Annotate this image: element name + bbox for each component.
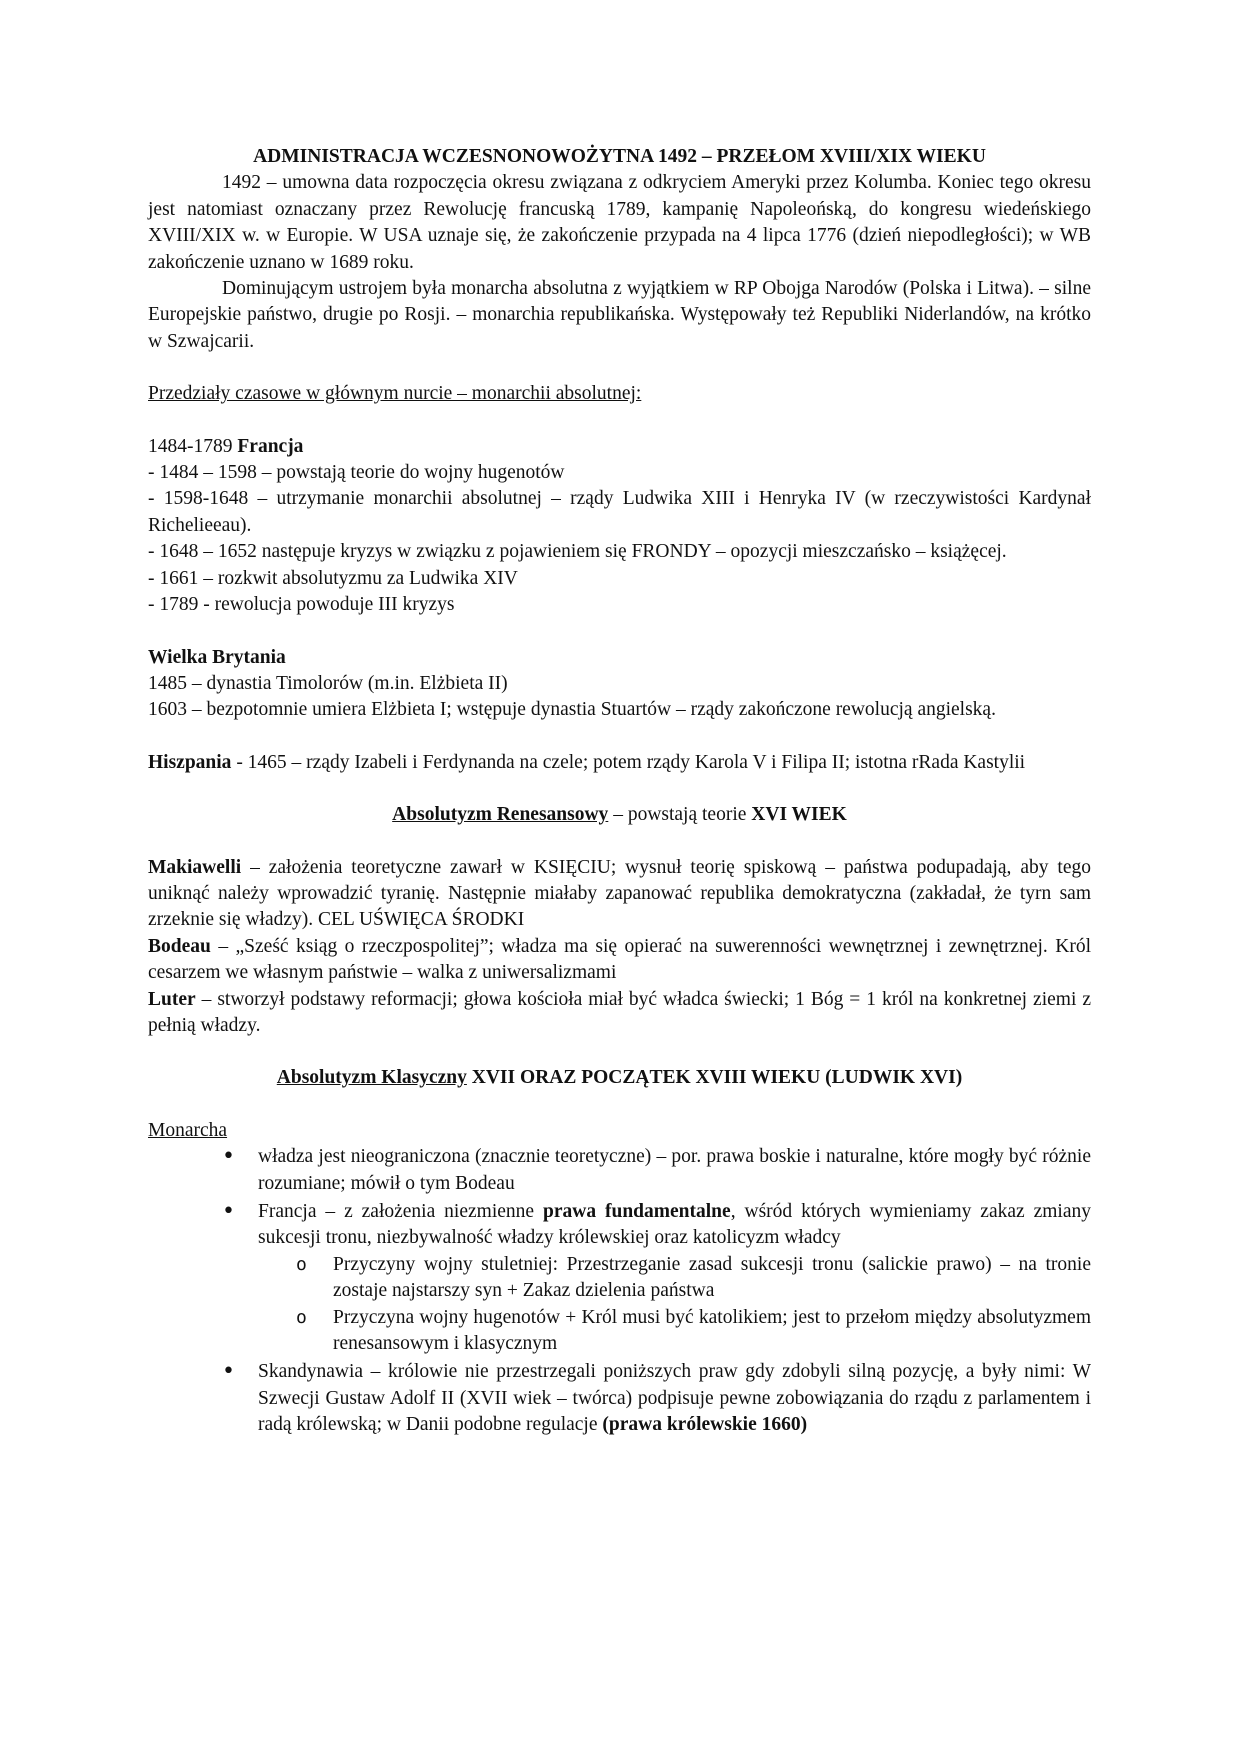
renesans-heading-title: Absolutyzm Renesansowy bbox=[392, 804, 609, 826]
intro-paragraph-1: 1492 – umowna data rozpoczęcia okresu związana z odkryciem Ameryki przez Kolumba. Koniec tego okresu jest natomiast oznaczany przez Rewolucję francuską 1789, kampanię Napoleońską, do kongresu wiedeńskiego XVIII/XIX w. w Europie. W USA uznaje się, że zakończenie przypada na 4 lipca 1776 (dzień niepodległości); w WB zakończenie uznano w 1689 roku. bbox=[148, 172, 1091, 273]
renesans-heading-mid: – powstają teorie bbox=[608, 804, 752, 826]
entry-text: – założenia teoretyczne zawarł w KSIĘCIU; wysnuł teorię spiskową – państwa podupadają, aby tego uniknąć należy wprowadzić tyranię. Następnie miałaby zapanować republika demokratyczna (zakładał, że tyrn sam zrzeknie się władzy). CEL UŚWIĘCA ŚRODKI bbox=[148, 856, 1091, 931]
document-page bbox=[148, 144, 1091, 1441]
entry-text: – „Sześć ksiąg o rzeczpospolitej”; władza ma się opierać na suwerenności wewnętrznej i zewnętrznej. Król cesarzem we własnym państwie – walka z uniwersalizmami bbox=[148, 935, 1091, 984]
bullet-text: Skandynawia – królowie nie przestrzegali poniższych praw gdy zdobyli silną pozycję, a były nimi: W Szwecji Gustaw Adolf II (XVII wiek – twórca) podpisuje pewne zobowiązania do rządu z parlamentem i radą królewską; w Danii podobne regulacje bbox=[258, 1361, 1091, 1436]
hiszpania-name: Hiszpania bbox=[148, 751, 232, 773]
klasyczny-heading bbox=[148, 1065, 1091, 1091]
entry-name: Luter bbox=[148, 988, 196, 1010]
list-item bbox=[148, 1144, 1091, 1197]
renesans-entry-bodeau bbox=[148, 934, 1091, 987]
francja-item: - 1661 – rozkwit absolutyzmu za Ludwika XIV bbox=[148, 567, 518, 589]
sub-bullet-text: Przyczyny wojny stuletniej: Przestrzeganie zasad sukcesji tronu (salickie prawo) – na tronie zostaje najstarszy syn + Zakaz dzielenia państwa bbox=[333, 1253, 1091, 1302]
sub-list-item bbox=[258, 1252, 1091, 1305]
francja-heading bbox=[148, 434, 1091, 460]
hiszpania-text: - 1465 – rządy Izabeli i Ferdynanda na czele; potem rządy Karola V i Filipa II; istotna rRada Kastylii bbox=[231, 751, 1026, 773]
periods-heading bbox=[148, 381, 1091, 407]
francja-item: - 1598-1648 – utrzymanie monarchii absolutnej – rządy Ludwika XIII i Henryka IV (w rzeczywistości Kardynał Richelieeau). bbox=[148, 488, 1091, 536]
monarcha-list bbox=[148, 1144, 1091, 1438]
renesans-entry-luter bbox=[148, 987, 1091, 1040]
periods-heading-text: Przedziały czasowe w głównym nurcie – monarchii absolutnej: bbox=[148, 383, 642, 405]
wielka-brytania-heading: Wielka Brytania bbox=[148, 646, 286, 668]
francja-item: - 1484 – 1598 – powstają teorie do wojny hugenotów bbox=[148, 462, 565, 484]
hiszpania-paragraph bbox=[148, 750, 1091, 776]
entry-name: Bodeau bbox=[148, 935, 211, 957]
bullet-text: władza jest nieograniczona (znacznie teoretyczne) – por. prawa boskie i naturalne, które mogły być różnie rozumiane; mówił o tym Bodeau bbox=[258, 1146, 1091, 1194]
francja-years: 1484-1789 bbox=[148, 435, 233, 457]
sub-list bbox=[258, 1252, 1091, 1358]
entry-name: Makiawelli bbox=[148, 856, 242, 878]
wielka-brytania-item: 1485 – dynastia Timolorów (m.in. Elżbieta II) bbox=[148, 672, 508, 694]
wielka-brytania-item: 1603 – bezpotomnie umiera Elżbieta I; wstępuje dynastia Stuartów – rządy zakończone rewolucją angielską. bbox=[148, 699, 996, 721]
francja-name: Francja bbox=[237, 435, 304, 457]
monarcha-label-text: Monarcha bbox=[148, 1119, 228, 1141]
renesans-heading bbox=[148, 802, 1091, 828]
bullet-text: Francja – z założenia niezmienne bbox=[258, 1201, 543, 1222]
bullet-bold-text: prawa fundamentalne bbox=[542, 1201, 731, 1222]
entry-text: – stworzył podstawy reformacji; głowa kościoła miał być władca świecki; 1 Bóg = 1 król na konkretnej ziemi z pełnią władzy. bbox=[148, 988, 1091, 1036]
klasyczny-heading-title: Absolutyzm Klasyczny bbox=[276, 1067, 467, 1089]
bullet-text: , wśród których wymieniamy zakaz zmiany sukcesji tronu, niezbywalność władzy królewskiej oraz katolicyzm władcy bbox=[258, 1201, 1091, 1249]
intro-paragraph-2: Dominującym ustrojem była monarcha absolutna z wyjątkiem w RP Obojga Narodów (Polska i Litwa). – silne Europejskie państwo, drugie po Rosji. – monarchia republikańska. Występowały też Republiki Niderlandów, na krótko w Szwajcarii. bbox=[148, 278, 1091, 352]
monarcha-label bbox=[148, 1118, 1091, 1144]
sub-bullet-text: Przyczyna wojny hugenotów + Król musi być katolikiem; jest to przełom między absolutyzmem renesansowym i klasycznym bbox=[333, 1306, 1091, 1355]
francja-item: - 1648 – 1652 następuje kryzys w związku z pojawieniem się FRONDY – opozycji mieszczańsko – książęcej. bbox=[148, 541, 1007, 563]
renesans-entry-makiawelli bbox=[148, 855, 1091, 934]
bullet-bold-text: (prawa królewskie 1660) bbox=[602, 1414, 808, 1436]
list-item bbox=[148, 1199, 1091, 1357]
sub-list-item bbox=[258, 1305, 1091, 1358]
document-title: ADMINISTRACJA WCZESNONOWOŻYTNA 1492 – PRZEŁOM XVIII/XIX WIEKU bbox=[253, 146, 986, 167]
list-item bbox=[148, 1359, 1091, 1438]
klasyczny-heading-rest: XVII ORAZ POCZĄTEK XVIII WIEKU (LUDWIK XVI) bbox=[466, 1067, 963, 1089]
renesans-heading-century: XVI WIEK bbox=[751, 804, 847, 826]
francja-item: - 1789 - rewolucja powoduje III kryzys bbox=[148, 594, 455, 616]
